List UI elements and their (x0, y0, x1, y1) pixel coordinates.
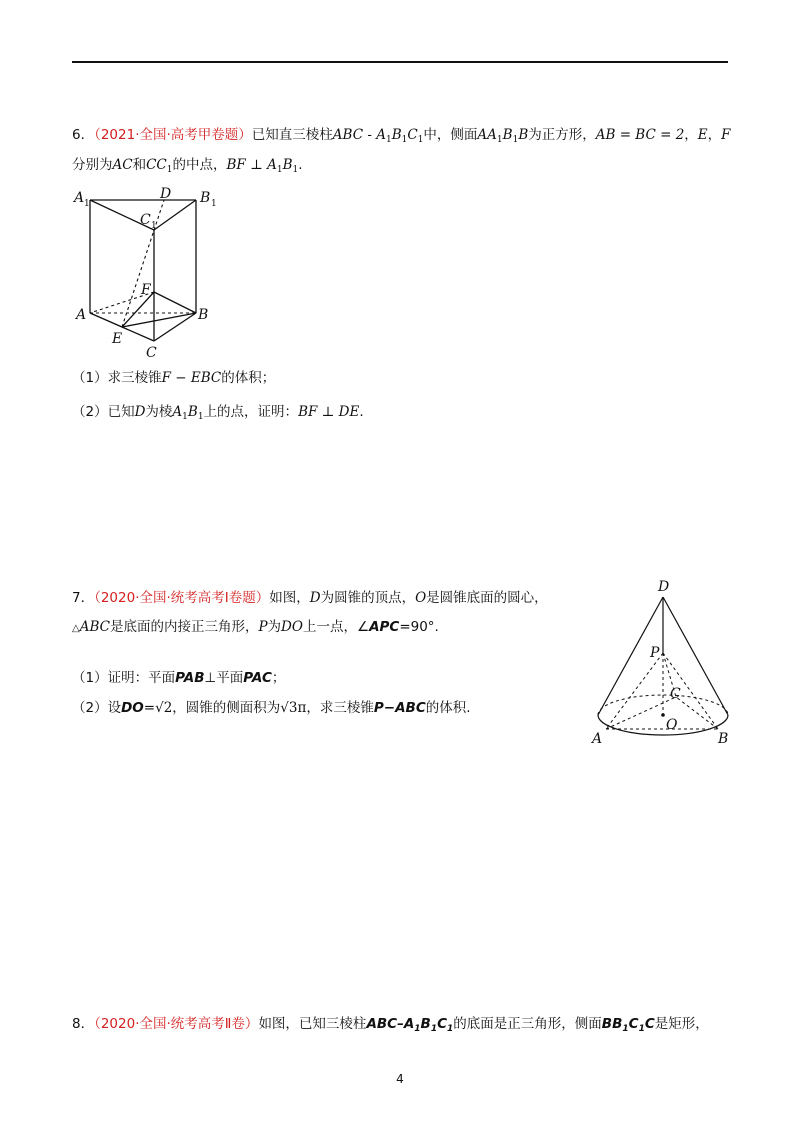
label-A: A (76, 307, 87, 323)
math: ABC–A (366, 1016, 415, 1032)
edge (154, 200, 196, 230)
problem-7-line-1 (72, 588, 548, 608)
text: 上一点，∠ (302, 619, 370, 635)
subscript: 1 (447, 1024, 454, 1034)
math: - (363, 127, 377, 143)
math: B (282, 157, 293, 173)
problem-7-question-2 (72, 698, 471, 718)
problem-6-line-1 (72, 125, 731, 150)
math: F (721, 127, 731, 143)
math: PAB (175, 670, 205, 686)
label-sub: 1 (151, 221, 157, 231)
text: ⊥平面 (204, 670, 244, 686)
problem-6-line-2 (72, 155, 303, 180)
label-D: D (160, 186, 172, 202)
text: 为棱 (145, 404, 173, 420)
text: . (359, 404, 364, 420)
math: AB = BC = 2 (595, 127, 685, 143)
text: 中，侧面 (423, 127, 478, 143)
text: （2）已知 (72, 404, 135, 420)
math: √2 (155, 700, 173, 716)
text: （1）证明：平面 (72, 670, 176, 686)
subscript: 1 (166, 165, 173, 175)
text: 如图， (269, 590, 310, 606)
text: =90°. (399, 619, 439, 635)
text: ， (684, 127, 698, 143)
problem-8-line-1 (72, 1014, 709, 1039)
math: C (437, 1016, 448, 1032)
math: P−ABC (373, 700, 426, 716)
label-A: A (592, 731, 603, 747)
text: 是底面的内接正三角形， (109, 619, 259, 635)
text: 分别为 (72, 157, 113, 173)
math: B (518, 127, 529, 143)
problem-6-question-1 (72, 368, 275, 388)
subscript: 1 (622, 1024, 629, 1034)
text: （1）求三棱锥 (72, 370, 162, 386)
subscript: 1 (292, 165, 299, 175)
problem-number: 7． (72, 590, 95, 606)
subscript: 1 (430, 1024, 438, 1034)
text: ； (271, 670, 286, 686)
label-F: F (141, 282, 151, 298)
text: 的底面是正三角形，侧面 (453, 1016, 602, 1032)
math: AC (112, 157, 133, 173)
problem-6-question-2 (72, 402, 364, 427)
problem-7-line-2 (72, 617, 439, 639)
center-point (661, 713, 665, 717)
text: ， (707, 127, 722, 143)
math: △ (72, 623, 80, 634)
math: D (134, 404, 146, 420)
text: ，圆锥的侧面积为 (172, 700, 281, 716)
math: E (697, 127, 708, 143)
prism-figure (68, 180, 228, 365)
math: B (187, 404, 198, 420)
label-A1: A (74, 190, 85, 206)
math: C (407, 127, 418, 143)
edge (598, 715, 728, 735)
subscript: 1 (417, 135, 424, 145)
math: O (415, 590, 427, 606)
problem-number: 8． (72, 1016, 95, 1032)
math: AA (477, 127, 497, 143)
subscript: 1 (512, 135, 519, 145)
math: F − EBC (161, 370, 222, 386)
subscript: 1 (276, 165, 283, 175)
problem-number: 6． (72, 127, 95, 143)
problem-source: （2021·全国·高考甲卷题） (94, 127, 252, 143)
text: 如图，已知三棱柱 (258, 1016, 367, 1032)
subscript: 1 (182, 412, 188, 422)
math: B (420, 1016, 431, 1032)
cone-figure (588, 575, 748, 750)
math: PAC (243, 670, 272, 686)
problem-7-question-1 (72, 668, 285, 688)
label-C: C (670, 686, 681, 702)
hidden-edge (606, 653, 663, 729)
text: 为 (267, 619, 282, 635)
text: 为正方形， (528, 127, 596, 143)
label-E: E (112, 331, 123, 347)
label-O: O (666, 717, 678, 733)
label-C1: C (140, 212, 151, 228)
math: BF ⊥ A (226, 157, 277, 173)
math: C (644, 1016, 655, 1032)
math: A (376, 127, 386, 143)
math: B (502, 127, 513, 143)
text: 和 (132, 157, 147, 173)
label-B: B (718, 731, 729, 747)
math: BF ⊥ DE (298, 404, 360, 420)
text: 为圆锥的顶点， (320, 590, 416, 606)
page-number: 4 (396, 1072, 404, 1086)
math: √3π (280, 700, 307, 716)
subscript: 1 (385, 135, 392, 145)
text: = (143, 700, 156, 716)
problem-source: （2020·全国·统考高考Ⅱ卷） (94, 1016, 259, 1032)
subscript: 1 (414, 1024, 421, 1034)
text: 已知直三棱柱 (251, 127, 333, 143)
math: B (391, 127, 402, 143)
label-sub: 1 (211, 199, 217, 209)
problem-source: （2020·全国·统考高考Ⅰ卷题） (94, 590, 270, 606)
text: （2）设 (72, 700, 122, 716)
math: CC (146, 157, 167, 173)
math: ABC (79, 619, 110, 635)
label-P: P (650, 645, 660, 661)
math: P (258, 619, 268, 635)
label-C: C (146, 345, 157, 361)
subscript: 1 (197, 412, 204, 422)
math: BB (601, 1016, 623, 1032)
math: C (628, 1016, 639, 1032)
subscript: 1 (638, 1024, 645, 1034)
subscript: 1 (496, 135, 503, 145)
subscript: 1 (401, 135, 408, 145)
text: 的体积； (221, 370, 276, 386)
text: 的体积. (425, 700, 471, 716)
text: 是圆锥底面的圆心， (426, 590, 548, 606)
label-sub: 1 (84, 199, 90, 209)
text: . (298, 157, 303, 173)
math: DO (281, 619, 303, 635)
text: 的中点， (172, 157, 227, 173)
text: 是矩形， (654, 1016, 709, 1032)
math: APC (369, 619, 400, 635)
math: ABC (332, 127, 364, 143)
text: ，求三棱锥 (306, 700, 374, 716)
math: DO (121, 700, 144, 716)
math: A (172, 404, 183, 420)
label-B1: B (200, 190, 211, 206)
math: D (309, 590, 321, 606)
label-B: B (198, 307, 209, 323)
header-rule (72, 61, 728, 63)
text: 上的点，证明： (203, 404, 299, 420)
edge (154, 292, 196, 313)
label-D: D (658, 579, 670, 595)
